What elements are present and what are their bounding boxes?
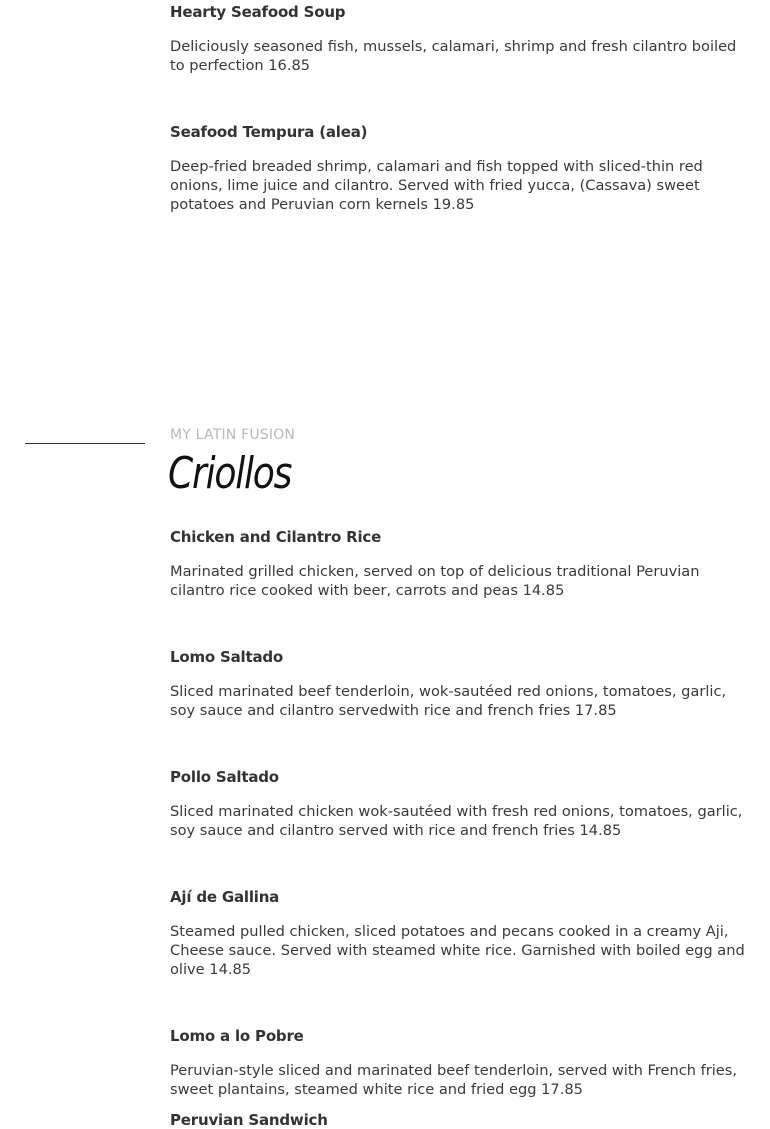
menu-item-title: Peruvian Sandwich [170, 1111, 328, 1129]
menu-item-title: Pollo Saltado [170, 768, 279, 786]
menu-item-title: Seafood Tempura (alea) [170, 123, 368, 141]
menu-item-title: Lomo Saltado [170, 648, 284, 666]
menu-item-description: Steamed pulled chicken, sliced potatoes and pecans cooked in a creamy Aji, Cheese sauce. Served with steamed white rice. Garnished with boiled egg and olive 14.85 [170, 923, 745, 978]
menu-item-title: Ají de Gallina [170, 888, 280, 906]
menu-item-description: Deliciously seasoned fish, mussels, calamari, shrimp and fresh cilantro boiled to perfection 16.85 [170, 38, 737, 74]
menu-item-title: Hearty Seafood Soup [170, 3, 346, 21]
menu-item-title: Chicken and Cilantro Rice [170, 528, 382, 546]
menu-item-title: Lomo a lo Pobre [170, 1027, 304, 1045]
menu-item-description: Peruvian-style sliced and marinated beef tenderloin, served with French fries, sweet plantains, steamed white rice and fried egg 17.85 [170, 1062, 738, 1098]
section-subtitle: MY LATIN FUSION [170, 427, 296, 443]
menu-item-description: Sliced marinated beef tenderloin, wok-sautéed red onions, tomatoes, garlic, soy sauce and cilantro servedwith rice and french fries 17.85 [170, 683, 727, 719]
menu-item-description: Marinated grilled chicken, served on top of delicious traditional Peruvian cilantro rice cooked with beer, carrots and peas 14.85 [170, 563, 700, 599]
menu-item-description: Deep-fried breaded shrimp, calamari and fish topped with sliced-thin red onions, lime juice and cilantro. Served with fried yucca, (Cassava) sweet potatoes and Peruvian corn kernels 19.85 [170, 158, 703, 213]
menu-item-description: Sliced marinated chicken wok-sautéed with fresh red onions, tomatoes, garlic, soy sauce and cilantro served with rice and french fries 14.85 [170, 803, 743, 839]
section-divider-line [25, 443, 145, 444]
section-title: Criollos [168, 448, 292, 499]
